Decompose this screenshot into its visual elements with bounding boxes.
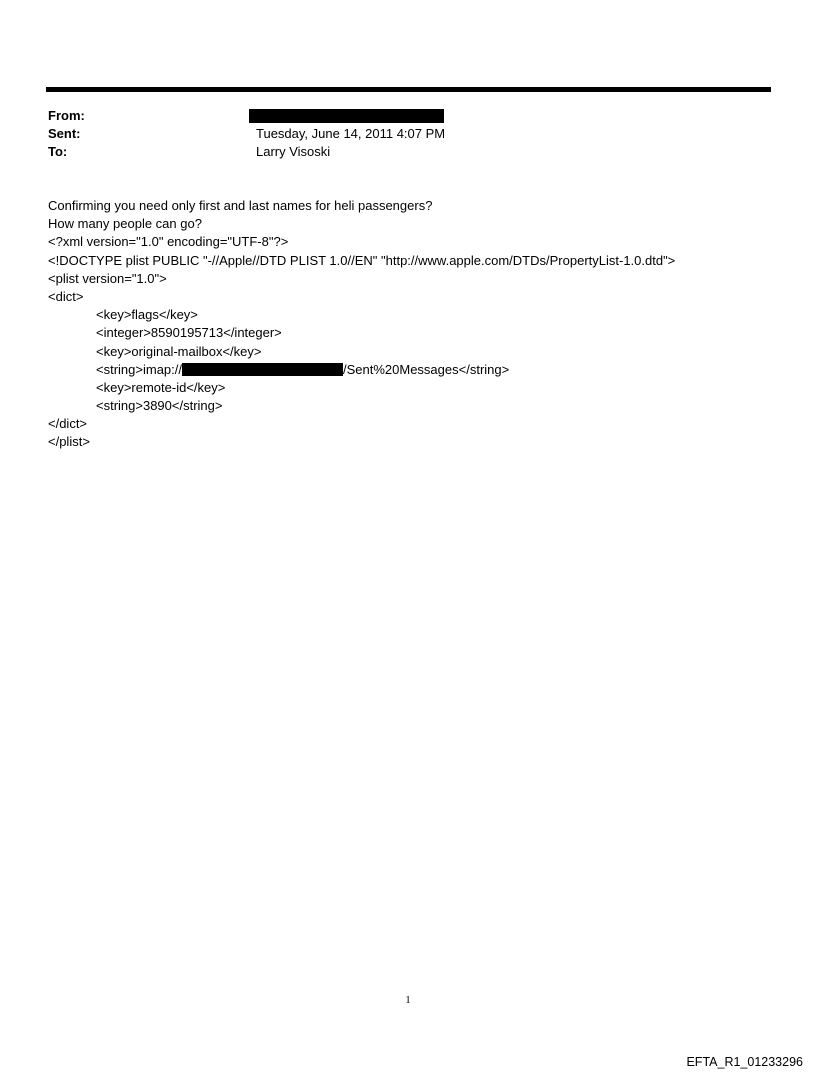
document-id: EFTA_R1_01233296 <box>686 1055 803 1069</box>
body-line: <key>flags</key> <box>96 307 198 323</box>
sent-label: Sent: <box>48 126 81 141</box>
from-row <box>48 107 748 125</box>
to-value: Larry Visoski <box>256 144 331 159</box>
body-line: Confirming you need only first and last names for heli passengers? <box>48 198 433 213</box>
redaction-block <box>182 363 343 376</box>
body-line: <key>remote-id</key> <box>96 379 226 395</box>
header-divider <box>46 87 771 92</box>
sent-value: Tuesday, June 14, 2011 4:07 PM <box>256 126 446 141</box>
redaction-block <box>249 109 444 123</box>
body-line: <plist version="1.0"> <box>48 270 167 286</box>
body-line: <dict> <box>48 288 84 304</box>
to-label: To: <box>48 144 68 159</box>
body-line: <?xml version="1.0" encoding="UTF-8"?> <box>48 234 289 250</box>
body-line: <string>3890</string> <box>96 398 223 414</box>
from-label: From: <box>48 108 85 123</box>
body-line: <!DOCTYPE plist PUBLIC "-//Apple//DTD PLIST 1.0//EN" "http://www.apple.com/DTDs/PropertyList-1.0.dtd"> <box>48 252 676 268</box>
body-line-redacted <box>48 361 768 379</box>
body-line: </plist> <box>48 434 90 450</box>
email-body <box>48 197 768 452</box>
string-suffix: /Sent%20Messages</string> <box>343 361 510 377</box>
body-line: <key>original-mailbox</key> <box>96 343 262 359</box>
body-line: </dict> <box>48 416 88 432</box>
body-line: <integer>8590195713</integer> <box>96 325 282 341</box>
body-line: How many people can go? <box>48 216 202 232</box>
string-prefix: <string>imap:// <box>96 361 182 377</box>
page-number: 1 <box>405 994 411 1006</box>
sent-row <box>48 125 748 143</box>
to-row <box>48 143 748 161</box>
